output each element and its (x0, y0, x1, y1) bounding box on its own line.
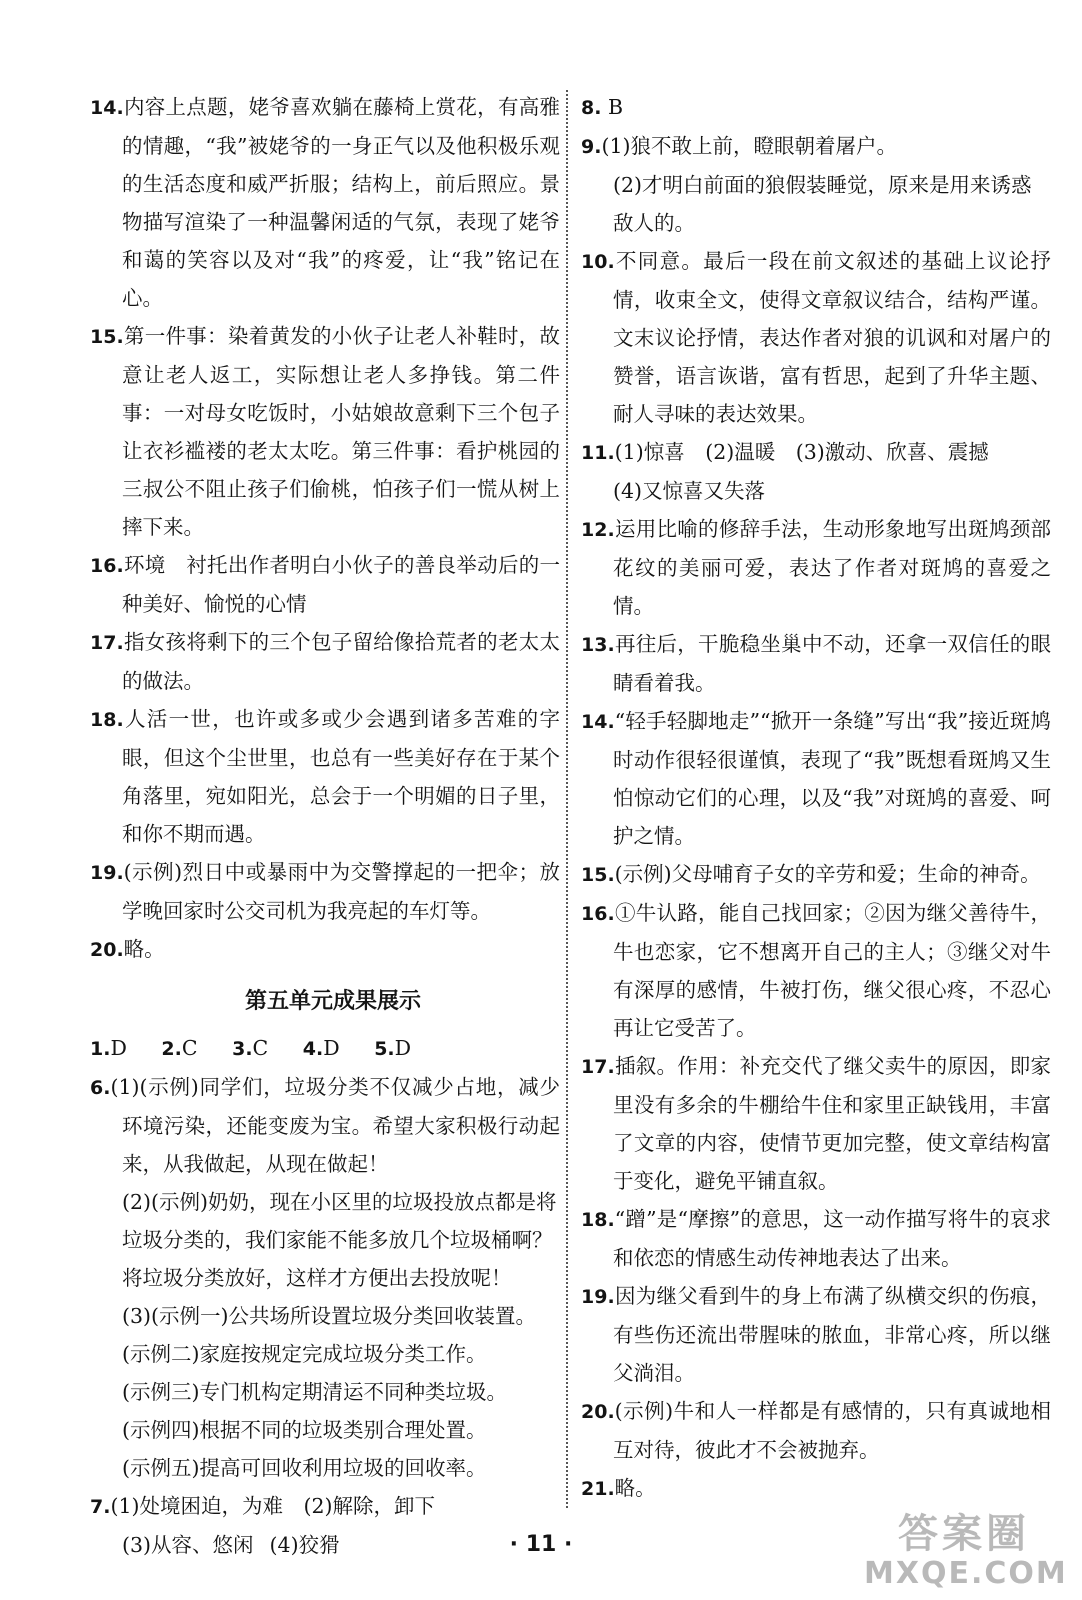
left-answer-list-a (90, 88, 560, 969)
answer-item-9: 9.(1)狼不敢上前，瞪眼朝着屠户。 (581, 134, 897, 158)
item-number: 20. (581, 1401, 615, 1423)
answer-subline: (3)(示例一)公共场所设置垃圾分类回收装置。 (122, 1304, 537, 1328)
section-title: 第五单元成果展示 (244, 989, 421, 1014)
item-number: 17. (581, 1056, 615, 1078)
item-text: 略。 (123, 937, 165, 961)
item-number: 15. (581, 864, 615, 886)
item-number: 17. (90, 632, 124, 654)
mc-answer: 4.D (302, 1036, 340, 1060)
answer-subline: (示例二)家庭按规定完成垃圾分类工作。 (122, 1342, 487, 1366)
item-text: (1)(示例)同学们，垃圾分类不仅减少占地，减少环境污染，还能变废为宝。希望大家积极行动起来，从我做起，从现在做起！ (110, 1075, 560, 1176)
answer-subline: (示例四)根据不同的垃圾类别合理处置。 (122, 1418, 487, 1442)
item-text: 环境 衬托出作者明白小伙子的善良举动后的一种美好、愉悦的心情 (122, 553, 560, 616)
item-text: 人活一世，也许或多或少会遇到诸多苦难的字眼，但这个尘世里，也总有一些美好存在于某个角落里，宛如阳光，总会于一个明媚的日子里，和你不期而遇。 (122, 707, 560, 846)
item-number: 15. (90, 326, 124, 348)
item-number: 7. (90, 1496, 111, 1518)
item-number: 13. (581, 634, 615, 656)
answer-item (90, 88, 560, 317)
answer-subline: (2)才明白前面的狼假装睡觉，原来是用来诱惑敌人的。 (613, 173, 1032, 235)
item-text: 因为继父看到牛的身上布满了纵横交织的伤痕，有些伤还流出带腥味的脓血，非常心疼，所以继父淌泪。 (613, 1284, 1051, 1385)
item-number: 10. (581, 251, 615, 273)
answer-item (90, 623, 560, 700)
item-text: “蹭”是“摩擦”的意思，这一动作描写将牛的哀求和依恋的情感生动传神地表达了出来。 (613, 1207, 1051, 1270)
item-number: 20. (90, 939, 124, 961)
answer-subline: (4)又惊喜又失落 (613, 479, 766, 503)
answer-item (90, 853, 560, 930)
answer-item-7: 7.(1)处境困迫，为难 (2)解除，卸下 (90, 1494, 436, 1518)
item-text: 运用比喻的修辞手法，生动形象地写出斑鸠颈部花纹的美丽可爱，表达了作者对斑鸠的喜爱之情。 (613, 517, 1051, 618)
item-text: ①牛认路，能自己找回家；②因为继父善待牛，牛也恋家，它不想离开自己的主人；③继父对牛有深厚的感情，牛被打伤，继父很心疼，不忍心再让它受苦了。 (613, 901, 1051, 1040)
item-number: 21. (581, 1478, 615, 1500)
item-text: “轻手轻脚地走”“掀开一条缝”写出“我”接近斑鸠时动作很轻很谨慎，表现了“我”既想看斑鸠又生怕惊动它们的心理，以及“我”对斑鸠的喜爱、呵护之情。 (613, 709, 1051, 848)
mc-answer: 3.C (232, 1036, 269, 1060)
answer-item-6 (90, 1068, 560, 1183)
answer-item (581, 510, 1051, 625)
item-text: (示例)牛和人一样都是有感情的，只有真诚地相互对待，彼此才不会被抛弃。 (613, 1399, 1051, 1462)
answer-item-8: 8. B (581, 95, 624, 119)
answer-item (581, 625, 1051, 702)
item-text: 指女孩将剩下的三个包子留给像拾荒者的老太太的做法。 (122, 630, 560, 693)
item-number: 14. (90, 97, 124, 119)
answer-item (581, 1047, 1051, 1200)
answer-subline: (示例三)专门机构定期清运不同种类垃圾。 (122, 1380, 507, 1404)
watermark-top: 答案圈 (898, 1511, 1030, 1557)
mc-answer: 2.C (161, 1036, 198, 1060)
multiple-choice-answers (90, 1029, 560, 1068)
item-number: 9. (581, 136, 602, 158)
item-text: (示例)父母哺育子女的辛劳和爱；生命的神奇。 (614, 862, 1041, 886)
right-answer-list-b (581, 510, 1051, 1508)
item-text: 内容上点题，姥爷喜欢躺在藤椅上赏花，有高雅的情趣，“我”被姥爷的一身正气以及他积极乐观的生活态度和威严折服；结构上，前后照应。景物描写渲染了一种温馨闲适的气氛，表现了姥爷和蔼的笑容以及对“我”的疼爱，让“我”铭记在心。 (122, 95, 560, 310)
watermark-logo (864, 1510, 1068, 1591)
item-number: 18. (90, 709, 124, 731)
answer-subline: (3)从容、悠闲 (4)狡猾 (122, 1533, 340, 1557)
answer-item (90, 930, 560, 969)
answer-item (581, 1392, 1051, 1469)
item-text: 第一件事：染着黄发的小伙子让老人补鞋时，故意让老人返工，实际想让老人多挣钱。第二件事：一对母女吃饭时，小姑娘故意剩下三个包子让衣衫褴褛的老太太吃。第三件事：看护桃园的三叔公不阻止孩子们偷桃，怕孩子们一慌从树上摔下来。 (122, 324, 560, 539)
answer-item (90, 546, 560, 623)
item-number: 12. (581, 519, 615, 541)
answer-item (581, 1469, 1051, 1508)
item-number: 16. (581, 903, 615, 925)
answer-item-11: 11.(1)惊喜 (2)温暖 (3)激动、欣喜、震撼 (581, 440, 989, 464)
answer-subline: (示例五)提高可回收利用垃圾的回收率。 (122, 1456, 487, 1480)
item-number: 11. (581, 442, 615, 464)
item-text: (示例)烈日中或暴雨中为交警撑起的一把伞；放学晚回家时公交司机为我亮起的车灯等。 (122, 860, 560, 923)
item-number: 18. (581, 1209, 615, 1231)
right-column (581, 88, 1051, 1508)
page-number: · 11 · (509, 1532, 573, 1557)
answer-item (90, 317, 560, 546)
column-divider (566, 90, 568, 1508)
answer-item (581, 1277, 1051, 1392)
item-text: 插叙。作用：补充交代了继父卖牛的原因，即家里没有多余的牛棚给牛住和家里正缺钱用，丰富了文章的内容，使情节更加完整，使文章结构富于变化，避免平铺直叙。 (613, 1054, 1051, 1193)
mc-answer: 5.D (374, 1036, 412, 1060)
item-text: 再往后，干脆稳坐巢中不动，还拿一双信任的眼睛看着我。 (613, 632, 1051, 695)
item-number: 16. (90, 555, 124, 577)
left-column (90, 88, 560, 1564)
answer-item (581, 1200, 1051, 1277)
answer-item (581, 855, 1051, 894)
answer-item (581, 702, 1051, 855)
item-number: 8. (581, 97, 602, 119)
answer-item-10: 10.不同意。最后一段在前文叙述的基础上议论抒情，收束全文，使得文章叙议结合，结构严谨。文末议论抒情，表达作者对狼的讥讽和对屠户的赞誉，语言诙谐，富有哲思，起到了升华主题、耐人寻味的表达效果。 (581, 249, 1051, 426)
answer-subline: (2)(示例)奶奶，现在小区里的垃圾投放点都是将垃圾分类的，我们家能不能多放几个垃圾桶啊？将垃圾分类放好，这样才方便出去投放呢！ (122, 1190, 557, 1290)
mc-answer: 1.D (90, 1036, 127, 1060)
item-number: 19. (90, 862, 124, 884)
item-number: 6. (90, 1077, 111, 1099)
answer-item (90, 700, 560, 853)
watermark-bottom: MXQE.COM (864, 1556, 1068, 1591)
item-text: 略。 (614, 1476, 656, 1500)
item-number: 19. (581, 1286, 615, 1308)
item-number: 14. (581, 711, 615, 733)
answer-item (581, 894, 1051, 1047)
